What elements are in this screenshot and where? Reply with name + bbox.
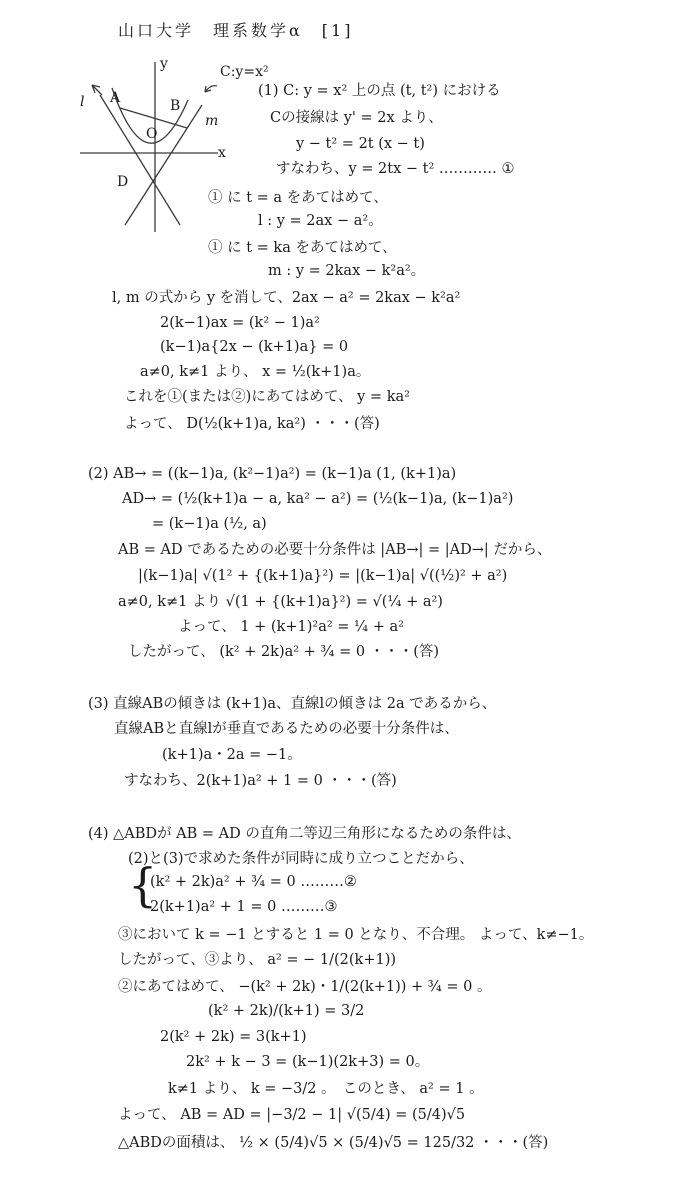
- solution-line: |(k−1)a| √(1² + {(k+1)a}²) = |(k−1)a| √((½)² + a²): [138, 568, 508, 584]
- tangent-line-m: [125, 105, 202, 225]
- solution-line: (k+1)a・2a = −1。: [162, 747, 302, 763]
- solution-line: よって、 D(½(k+1)a, ka²) ・・・(答): [124, 416, 380, 432]
- solution-line: 直線ABと直線lが垂直であるための必要十分条件は、: [114, 721, 459, 737]
- line-m-label: m: [205, 113, 219, 129]
- solution-line: (k−1)a{2x − (k+1)a} = 0: [160, 339, 349, 355]
- solution-line: (2) AB→ = ((k−1)a, (k²−1)a²) = (k−1)a (1, (k+1)a): [88, 466, 457, 482]
- solution-line: (k² + 2k)/(k+1) = 3/2: [208, 1003, 365, 1019]
- solution-line: よって、 AB = AD = |−3/2 − 1| √(5/4) = (5/4)√5: [118, 1107, 466, 1123]
- solution-line: したがって、③より、 a² = − 1/(2(k+1)): [118, 952, 397, 968]
- solution-line: m : y = 2kax − k²a²。: [268, 263, 426, 279]
- arrow-icon: [92, 85, 102, 95]
- solution-line: (1) C: y = x² 上の点 (t, t²) における: [258, 83, 501, 99]
- curve-label: C:y=x²: [220, 64, 269, 80]
- solution-line: 2(k−1)ax = (k² − 1)a²: [160, 315, 320, 331]
- solution-line: したがって、 (k² + 2k)a² + ¾ = 0 ・・・(答): [128, 644, 440, 660]
- solution-line: (3) 直線ABの傾きは (k+1)a、直線lの傾きは 2a であるから、: [88, 696, 497, 712]
- solution-line: ③において k = −1 とすると 1 = 0 となり、不合理。 よって、k≠−1。: [118, 927, 594, 943]
- solution-line: すなわち、y = 2tx − t² ………… ①: [276, 161, 515, 177]
- point-a-label: A: [110, 90, 121, 106]
- solution-line: a≠0, k≠1 より √(1 + {(k+1)a}²) = √(¼ + a²): [118, 594, 443, 610]
- solution-line: (4) △ABDが AB = AD の直角二等辺三角形になるための条件は、: [88, 826, 521, 842]
- solution-line: これを①(または②)にあてはめて、 y = ka²: [124, 389, 410, 405]
- origin-label: O: [146, 126, 158, 142]
- point-b-label: B: [170, 98, 181, 114]
- solution-line: 2(k+1)a² + 1 = 0 ………③: [150, 899, 338, 915]
- solution-line: 2k² + k − 3 = (k−1)(2k+3) = 0。: [186, 1054, 430, 1070]
- solution-line: k≠1 より、 k = −3/2 。 このとき、 a² = 1 。: [168, 1081, 484, 1097]
- solution-line: ②にあてはめて、 −(k² + 2k)・1/(2(k+1)) + ¾ = 0 。: [118, 979, 492, 995]
- solution-line: ① に t = a をあてはめて、: [208, 190, 388, 206]
- solution-line: ① に t = ka をあてはめて、: [208, 240, 397, 256]
- solution-line: = (k−1)a (½, a): [152, 516, 267, 532]
- solution-line: l, m の式から y を消して、2ax − a² = 2kax − k²a²: [112, 290, 461, 306]
- arrow-icon: [205, 86, 217, 92]
- solution-line: Cの接線は y' = 2x より、: [270, 110, 443, 126]
- solution-line: AD→ = (½(k+1)a − a, ka² − a²) = (½(k−1)a, (k−1)a²): [122, 491, 514, 507]
- point-d-label: D: [117, 174, 129, 190]
- page-title: 山口大学 理系数学α [1]: [118, 21, 354, 40]
- axis-x-label: x: [218, 145, 226, 161]
- solution-line: a≠0, k≠1 より、 x = ½(k+1)a。: [140, 364, 371, 380]
- solution-line: l : y = 2ax − a²。: [258, 213, 383, 229]
- solution-line: AB = AD であるための必要十分条件は |AB→| = |AD→| だから、: [118, 542, 552, 558]
- solution-line: すなわち、2(k+1)a² + 1 = 0 ・・・(答): [124, 773, 397, 789]
- solution-line: (k² + 2k)a² + ¾ = 0 ………②: [150, 874, 357, 890]
- solution-line: (2)と(3)で求めた条件が同時に成り立つことだから、: [128, 851, 474, 867]
- line-l-label: l: [80, 94, 85, 110]
- solution-line: △ABDの面積は、 ½ × (5/4)√5 × (5/4)√5 = 125/32 ・・・(答): [118, 1135, 549, 1151]
- solution-line: 2(k² + 2k) = 3(k+1): [160, 1029, 307, 1045]
- axis-y-label: y: [160, 56, 168, 72]
- solution-line: y − t² = 2t (x − t): [296, 136, 425, 152]
- solution-line: よって、 1 + (k+1)²a² = ¼ + a²: [178, 619, 404, 635]
- system-brace: {: [128, 858, 158, 912]
